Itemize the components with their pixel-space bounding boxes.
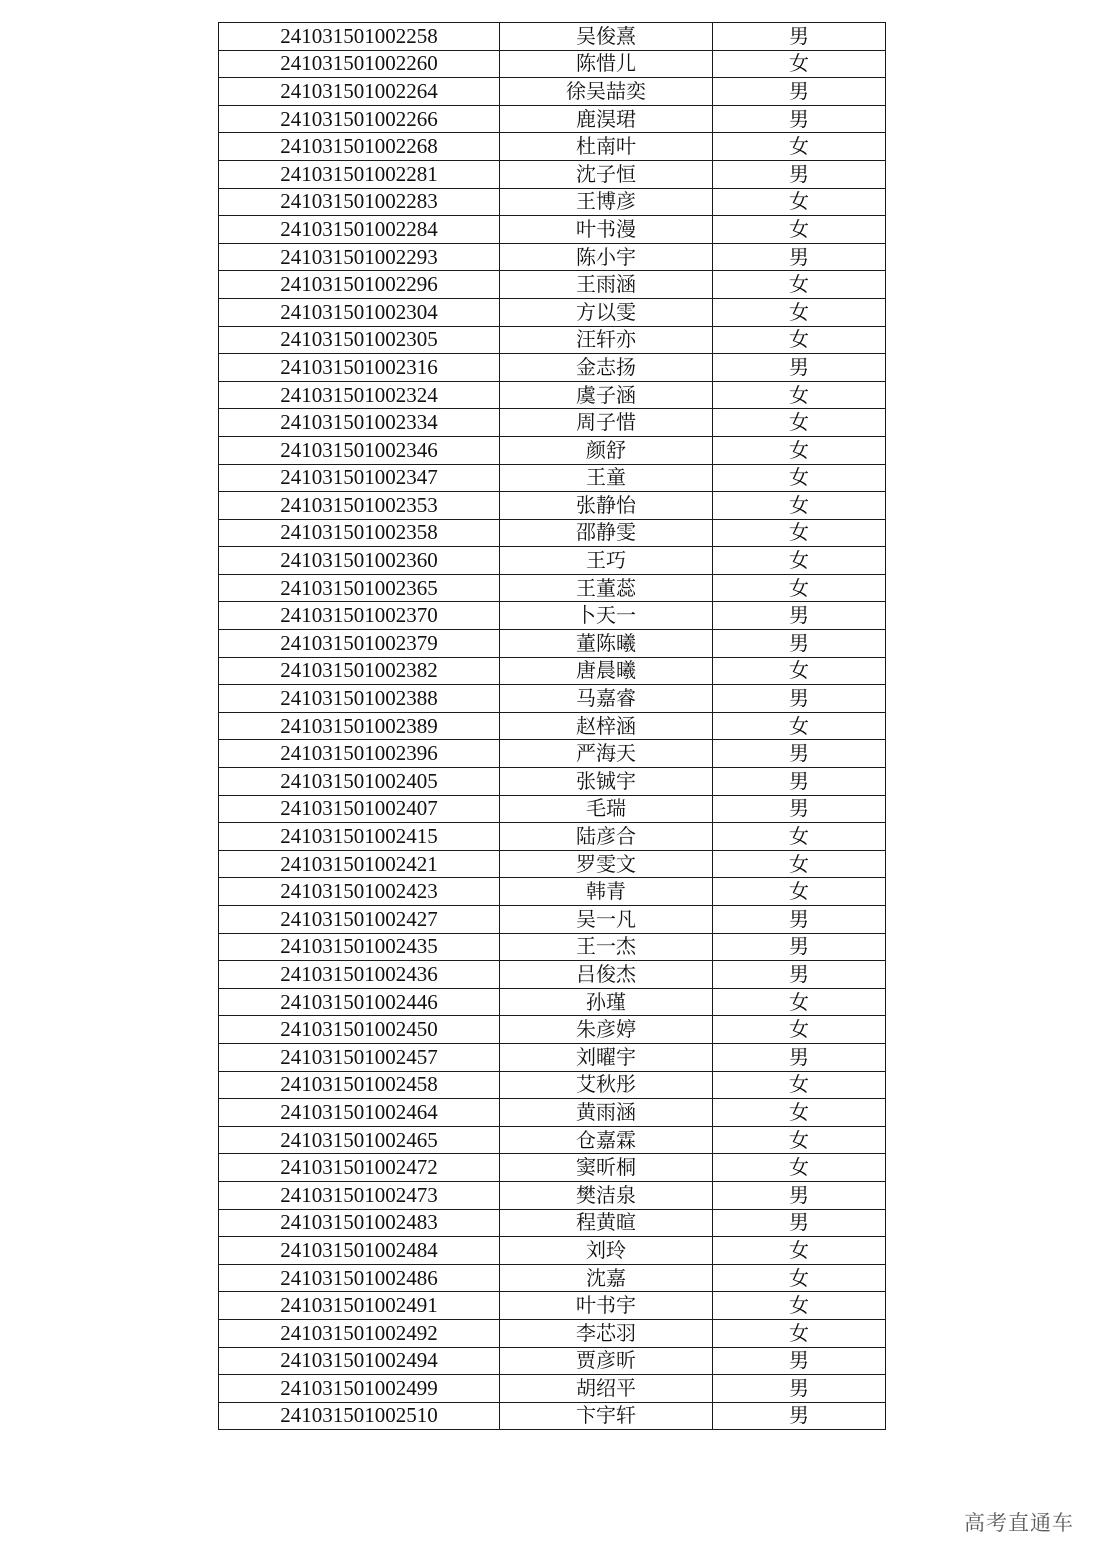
table-row — [219, 630, 886, 658]
table-row — [219, 23, 886, 51]
student-gender-cell: 男 — [713, 602, 886, 630]
student-name-cell: 程黄暄 — [500, 1209, 713, 1237]
student-gender-cell: 女 — [713, 574, 886, 602]
student-gender-cell: 男 — [713, 354, 886, 382]
student-gender-cell: 男 — [713, 906, 886, 934]
student-id-cell: 241031501002284 — [219, 216, 500, 244]
student-id-cell: 241031501002486 — [219, 1264, 500, 1292]
student-roster-table — [218, 22, 886, 1430]
student-name-cell: 颜舒 — [500, 436, 713, 464]
table-row — [219, 133, 886, 161]
table-row — [219, 160, 886, 188]
student-name-cell: 刘玲 — [500, 1237, 713, 1265]
table-row — [219, 1099, 886, 1127]
student-id-cell: 241031501002268 — [219, 133, 500, 161]
student-gender-cell: 女 — [713, 1237, 886, 1265]
student-name-cell: 王董蕊 — [500, 574, 713, 602]
table-row — [219, 271, 886, 299]
student-id-cell: 241031501002296 — [219, 271, 500, 299]
student-id-cell: 241031501002281 — [219, 160, 500, 188]
student-id-cell: 241031501002415 — [219, 823, 500, 851]
table-row — [219, 574, 886, 602]
student-id-cell: 241031501002347 — [219, 464, 500, 492]
student-id-cell: 241031501002465 — [219, 1126, 500, 1154]
student-id-cell: 241031501002510 — [219, 1402, 500, 1430]
table-row — [219, 1347, 886, 1375]
student-gender-cell: 女 — [713, 1319, 886, 1347]
table-row — [219, 1181, 886, 1209]
table-row — [219, 1043, 886, 1071]
table-row — [219, 1071, 886, 1099]
student-name-cell: 周子惜 — [500, 409, 713, 437]
student-gender-cell: 男 — [713, 740, 886, 768]
student-name-cell: 窦昕桐 — [500, 1154, 713, 1182]
student-name-cell: 李芯羽 — [500, 1319, 713, 1347]
table-row — [219, 850, 886, 878]
student-name-cell: 汪轩亦 — [500, 326, 713, 354]
student-name-cell: 刘曜宇 — [500, 1043, 713, 1071]
student-id-cell: 241031501002382 — [219, 657, 500, 685]
table-row — [219, 740, 886, 768]
student-gender-cell: 女 — [713, 188, 886, 216]
student-name-cell: 陈惜儿 — [500, 50, 713, 78]
table-row — [219, 906, 886, 934]
student-name-cell: 吕俊杰 — [500, 961, 713, 989]
student-gender-cell: 女 — [713, 519, 886, 547]
student-gender-cell: 女 — [713, 1154, 886, 1182]
student-gender-cell: 女 — [713, 50, 886, 78]
table-row — [219, 1264, 886, 1292]
student-name-cell: 严海天 — [500, 740, 713, 768]
student-gender-cell: 男 — [713, 1209, 886, 1237]
student-id-cell: 241031501002389 — [219, 712, 500, 740]
student-gender-cell: 男 — [713, 1181, 886, 1209]
table-row — [219, 409, 886, 437]
table-row — [219, 381, 886, 409]
table-row — [219, 961, 886, 989]
student-gender-cell: 男 — [713, 685, 886, 713]
student-gender-cell: 女 — [713, 1016, 886, 1044]
student-id-cell: 241031501002450 — [219, 1016, 500, 1044]
table-row — [219, 326, 886, 354]
student-id-cell: 241031501002334 — [219, 409, 500, 437]
table-row — [219, 1154, 886, 1182]
table-row — [219, 1402, 886, 1430]
student-name-cell: 杜南叶 — [500, 133, 713, 161]
student-name-cell: 赵梓涵 — [500, 712, 713, 740]
student-gender-cell: 男 — [713, 1402, 886, 1430]
student-gender-cell: 女 — [713, 1099, 886, 1127]
student-id-cell: 241031501002258 — [219, 23, 500, 51]
student-id-cell: 241031501002365 — [219, 574, 500, 602]
student-name-cell: 吴一凡 — [500, 906, 713, 934]
student-name-cell: 毛瑞 — [500, 795, 713, 823]
student-name-cell: 王一杰 — [500, 933, 713, 961]
student-gender-cell: 男 — [713, 768, 886, 796]
student-name-cell: 沈嘉 — [500, 1264, 713, 1292]
student-id-cell: 241031501002293 — [219, 243, 500, 271]
student-id-cell: 241031501002499 — [219, 1375, 500, 1403]
table-row — [219, 436, 886, 464]
student-id-cell: 241031501002370 — [219, 602, 500, 630]
table-row — [219, 685, 886, 713]
student-id-cell: 241031501002492 — [219, 1319, 500, 1347]
student-name-cell: 徐吴喆奕 — [500, 78, 713, 106]
student-name-cell: 沈子恒 — [500, 160, 713, 188]
student-gender-cell: 男 — [713, 630, 886, 658]
student-id-cell: 241031501002473 — [219, 1181, 500, 1209]
student-gender-cell: 男 — [713, 795, 886, 823]
student-id-cell: 241031501002388 — [219, 685, 500, 713]
student-gender-cell: 女 — [713, 712, 886, 740]
student-name-cell: 叶书宇 — [500, 1292, 713, 1320]
table-row — [219, 1126, 886, 1154]
student-id-cell: 241031501002423 — [219, 878, 500, 906]
student-name-cell: 唐晨曦 — [500, 657, 713, 685]
table-row — [219, 657, 886, 685]
table-row — [219, 795, 886, 823]
table-row — [219, 298, 886, 326]
table-row — [219, 1375, 886, 1403]
student-name-cell: 陆彦合 — [500, 823, 713, 851]
student-id-cell: 241031501002316 — [219, 354, 500, 382]
student-gender-cell: 男 — [713, 105, 886, 133]
student-name-cell: 朱彦婷 — [500, 1016, 713, 1044]
student-id-cell: 241031501002436 — [219, 961, 500, 989]
student-name-cell: 孙瑾 — [500, 988, 713, 1016]
student-name-cell: 虞子涵 — [500, 381, 713, 409]
student-gender-cell: 男 — [713, 23, 886, 51]
student-id-cell: 241031501002483 — [219, 1209, 500, 1237]
table-row — [219, 464, 886, 492]
table-row — [219, 768, 886, 796]
student-name-cell: 王童 — [500, 464, 713, 492]
student-id-cell: 241031501002283 — [219, 188, 500, 216]
student-gender-cell: 女 — [713, 492, 886, 520]
student-id-cell: 241031501002435 — [219, 933, 500, 961]
student-id-cell: 241031501002305 — [219, 326, 500, 354]
watermark-text: 高考直通车 — [964, 1511, 1074, 1535]
student-name-cell: 王巧 — [500, 547, 713, 575]
student-id-cell: 241031501002324 — [219, 381, 500, 409]
table-row — [219, 823, 886, 851]
student-id-cell: 241031501002304 — [219, 298, 500, 326]
table-row — [219, 519, 886, 547]
table-row — [219, 216, 886, 244]
student-gender-cell: 男 — [713, 1043, 886, 1071]
student-name-cell: 樊洁泉 — [500, 1181, 713, 1209]
table-row — [219, 78, 886, 106]
student-gender-cell: 男 — [713, 160, 886, 188]
table-row — [219, 354, 886, 382]
table-row — [219, 933, 886, 961]
student-id-cell: 241031501002484 — [219, 1237, 500, 1265]
student-id-cell: 241031501002491 — [219, 1292, 500, 1320]
student-name-cell: 鹿淏珺 — [500, 105, 713, 133]
student-name-cell: 王雨涵 — [500, 271, 713, 299]
table-row — [219, 1237, 886, 1265]
student-name-cell: 张铖宇 — [500, 768, 713, 796]
student-name-cell: 艾秋彤 — [500, 1071, 713, 1099]
student-gender-cell: 女 — [713, 1292, 886, 1320]
table-row — [219, 1292, 886, 1320]
student-gender-cell: 男 — [713, 243, 886, 271]
table-row — [219, 1319, 886, 1347]
student-name-cell: 吴俊熹 — [500, 23, 713, 51]
student-gender-cell: 女 — [713, 216, 886, 244]
student-id-cell: 241031501002266 — [219, 105, 500, 133]
table-row — [219, 602, 886, 630]
student-gender-cell: 男 — [713, 78, 886, 106]
student-id-cell: 241031501002464 — [219, 1099, 500, 1127]
table-row — [219, 492, 886, 520]
student-id-cell: 241031501002396 — [219, 740, 500, 768]
student-id-cell: 241031501002358 — [219, 519, 500, 547]
student-id-cell: 241031501002427 — [219, 906, 500, 934]
student-gender-cell: 女 — [713, 409, 886, 437]
student-name-cell: 张静怡 — [500, 492, 713, 520]
student-id-cell: 241031501002379 — [219, 630, 500, 658]
table-row — [219, 878, 886, 906]
student-gender-cell: 男 — [713, 1347, 886, 1375]
student-id-cell: 241031501002446 — [219, 988, 500, 1016]
student-gender-cell: 女 — [713, 1071, 886, 1099]
student-name-cell: 卜天一 — [500, 602, 713, 630]
student-name-cell: 叶书漫 — [500, 216, 713, 244]
student-name-cell: 王博彦 — [500, 188, 713, 216]
student-name-cell: 仓嘉霖 — [500, 1126, 713, 1154]
student-id-cell: 241031501002457 — [219, 1043, 500, 1071]
student-name-cell: 董陈曦 — [500, 630, 713, 658]
student-name-cell: 金志扬 — [500, 354, 713, 382]
roster-body — [219, 23, 886, 1430]
student-gender-cell: 女 — [713, 823, 886, 851]
student-name-cell: 邵静雯 — [500, 519, 713, 547]
student-id-cell: 241031501002260 — [219, 50, 500, 78]
student-id-cell: 241031501002472 — [219, 1154, 500, 1182]
student-name-cell: 贾彦昕 — [500, 1347, 713, 1375]
table-row — [219, 188, 886, 216]
student-gender-cell: 男 — [713, 961, 886, 989]
student-id-cell: 241031501002353 — [219, 492, 500, 520]
table-row — [219, 1016, 886, 1044]
student-name-cell: 韩青 — [500, 878, 713, 906]
student-gender-cell: 女 — [713, 133, 886, 161]
student-gender-cell: 女 — [713, 878, 886, 906]
student-id-cell: 241031501002264 — [219, 78, 500, 106]
student-gender-cell: 女 — [713, 436, 886, 464]
student-gender-cell: 女 — [713, 657, 886, 685]
student-id-cell: 241031501002421 — [219, 850, 500, 878]
student-name-cell: 罗雯文 — [500, 850, 713, 878]
student-id-cell: 241031501002360 — [219, 547, 500, 575]
student-id-cell: 241031501002405 — [219, 768, 500, 796]
table-row — [219, 105, 886, 133]
student-name-cell: 卞宇轩 — [500, 1402, 713, 1430]
student-gender-cell: 女 — [713, 850, 886, 878]
student-name-cell: 黄雨涵 — [500, 1099, 713, 1127]
student-name-cell: 马嘉睿 — [500, 685, 713, 713]
student-id-cell: 241031501002458 — [219, 1071, 500, 1099]
table-row — [219, 243, 886, 271]
student-gender-cell: 女 — [713, 464, 886, 492]
student-id-cell: 241031501002407 — [219, 795, 500, 823]
student-gender-cell: 男 — [713, 933, 886, 961]
student-gender-cell: 女 — [713, 1264, 886, 1292]
student-gender-cell: 女 — [713, 381, 886, 409]
student-gender-cell: 女 — [713, 988, 886, 1016]
student-id-cell: 241031501002346 — [219, 436, 500, 464]
student-gender-cell: 女 — [713, 547, 886, 575]
student-gender-cell: 男 — [713, 1375, 886, 1403]
student-name-cell: 陈小宇 — [500, 243, 713, 271]
table-row — [219, 547, 886, 575]
table-row — [219, 988, 886, 1016]
student-gender-cell: 女 — [713, 1126, 886, 1154]
table-row — [219, 712, 886, 740]
student-gender-cell: 女 — [713, 326, 886, 354]
table-row — [219, 50, 886, 78]
student-name-cell: 方以雯 — [500, 298, 713, 326]
student-id-cell: 241031501002494 — [219, 1347, 500, 1375]
student-gender-cell: 女 — [713, 298, 886, 326]
student-name-cell: 胡绍平 — [500, 1375, 713, 1403]
student-gender-cell: 女 — [713, 271, 886, 299]
table-row — [219, 1209, 886, 1237]
